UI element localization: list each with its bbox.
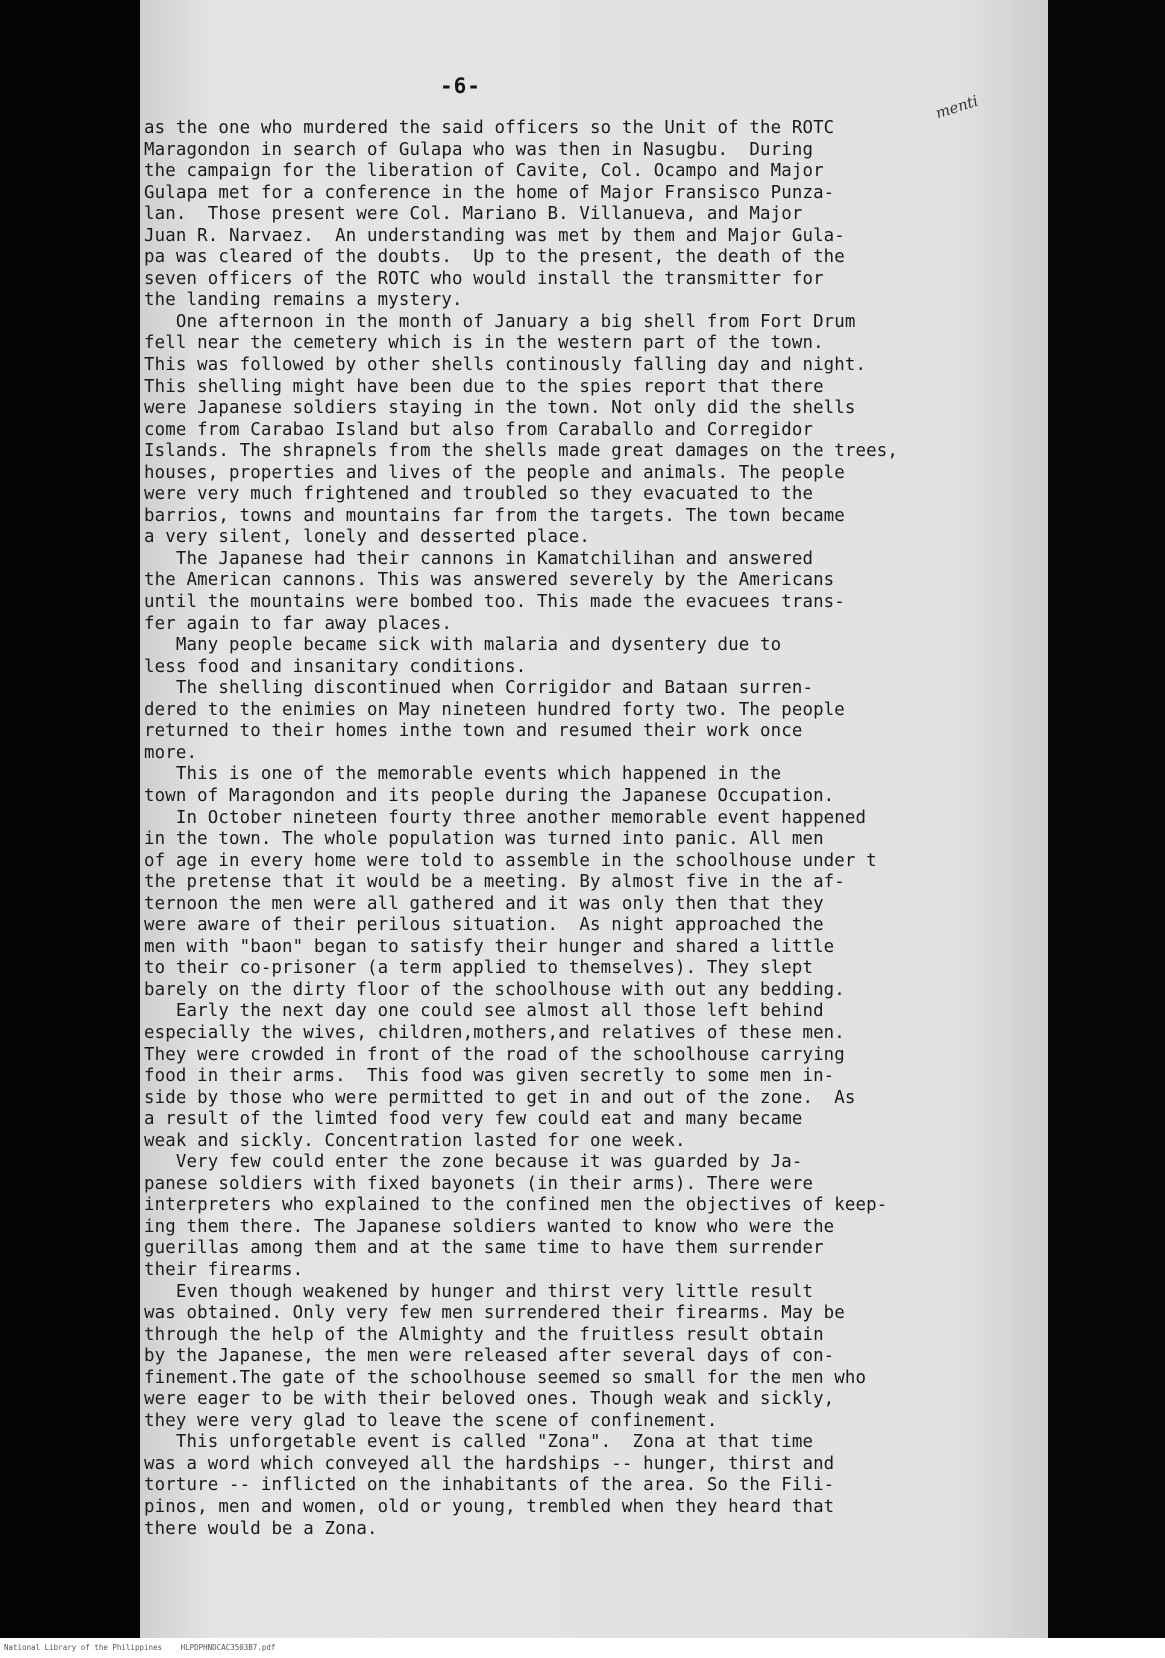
text-line: barely on the dirty floor of the schoolhouse with out any bedding.: [144, 979, 845, 1000]
text-line: They were crowded in front of the road of the schoolhouse carrying: [144, 1044, 845, 1065]
text-line: The shelling discontinued when Corrigidor and Bataan surren-: [144, 678, 814, 699]
text-line: Gulapa met for a conference in the home of Major Fransisco Punza-: [144, 182, 835, 203]
page-number: -6-: [440, 74, 481, 98]
text-line: were aware of their perilous situation. As night approached the: [144, 915, 824, 936]
text-line: fell near the cemetery which is in the western part of the town.: [144, 333, 824, 354]
text-line: side by those who were permitted to get in and out of the zone. As: [144, 1087, 856, 1108]
handwritten-margin-note: menti: [933, 91, 981, 123]
text-line: were very much frightened and troubled so they evacuated to the: [144, 484, 814, 505]
text-line: the American cannons. This was answered severely by the Americans: [144, 570, 835, 591]
text-line: lan. Those present were Col. Mariano B. Villanueva, and Major: [144, 204, 803, 225]
text-line: there would be a Zona.: [144, 1518, 378, 1539]
text-line: The Japanese had their cannons in Kamatchilihan and answered: [144, 548, 814, 569]
text-line: through the help of the Almighty and the fruitless result obtain: [144, 1324, 824, 1345]
text-line: more.: [144, 742, 198, 763]
text-line: especially the wives, children,mothers,and relatives of these men.: [144, 1022, 845, 1043]
text-line: One afternoon in the month of January a big shell from Fort Drum: [144, 311, 856, 332]
scan-border-right: [1048, 0, 1165, 1638]
text-line: returned to their homes inthe town and resumed their work once: [144, 721, 803, 742]
text-line: the pretense that it would be a meeting. By almost five in the af-: [144, 872, 845, 893]
text-line: their firearms.: [144, 1259, 304, 1280]
text-line: This shelling might have been due to the spies report that there: [144, 376, 824, 397]
text-line: This was followed by other shells continously falling day and night.: [144, 355, 867, 376]
scan-border-left: [0, 0, 140, 1638]
text-line: Maragondon in search of Gulapa who was then in Nasugbu. During: [144, 139, 814, 160]
text-line: as the one who murdered the said officers so the Unit of the ROTC: [144, 118, 835, 138]
text-line: Juan R. Narvaez. An understanding was met by them and Major Gula-: [144, 225, 845, 246]
text-line: was a word which conveyed all the hardships -- hunger, thirst and: [144, 1453, 835, 1474]
text-line: Early the next day one could see almost all those left behind: [144, 1001, 824, 1022]
text-line: houses, properties and lives of the people and animals. The people: [144, 462, 845, 483]
text-line: interpreters who explained to the confined men the objectives of keep-: [144, 1195, 888, 1216]
text-line: were Japanese soldiers staying in the town. Not only did the shells: [144, 398, 856, 419]
text-line: Very few could enter the zone because it was guarded by Ja-: [144, 1152, 803, 1173]
text-line: Islands. The shrapnels from the shells made great damages on the trees,: [144, 441, 899, 462]
text-line: panese soldiers with fixed bayonets (in their arms). There were: [144, 1173, 814, 1194]
text-line: to their co-prisoner (a term applied to themselves). They slept: [144, 958, 814, 979]
text-line: men with "baon" began to satisfy their hunger and shared a little: [144, 936, 835, 957]
text-line: the campaign for the liberation of Cavite, Col. Ocampo and Major: [144, 161, 824, 182]
text-line: ternoon the men were all gathered and it was only then that they: [144, 893, 824, 914]
text-line: they were very glad to leave the scene of confinement.: [144, 1410, 718, 1431]
text-line: until the mountains were bombed too. This made the evacuees trans-: [144, 592, 845, 613]
text-line: torture -- inflicted on the inhabitants of the area. So the Fili-: [144, 1475, 835, 1496]
footer-library: National Library of the Philippines: [4, 1643, 163, 1652]
text-line: pinos, men and women, old or young, trembled when they heard that: [144, 1497, 835, 1517]
text-line: barrios, towns and mountains far from the targets. The town became: [144, 505, 845, 526]
text-line: guerillas among them and at the same time to have them surrender: [144, 1238, 824, 1259]
text-line: was obtained. Only very few men surrendered their firearms. May be: [144, 1303, 845, 1324]
text-line: less food and insanitary conditions.: [144, 656, 527, 677]
text-line: were eager to be with their beloved ones. Though weak and sickly,: [144, 1389, 835, 1410]
text-line: finement.The gate of the schoolhouse seemed so small for the men who: [144, 1367, 867, 1388]
text-line: town of Maragondon and its people during the Japanese Occupation.: [144, 785, 835, 806]
text-line: a very silent, lonely and desserted place.: [144, 527, 591, 548]
text-line: dered to the enimies on May nineteen hundred forty two. The people: [144, 699, 845, 720]
text-line: of age in every home were told to assemble in the schoolhouse under t: [144, 850, 877, 871]
text-line: This is one of the memorable events which happened in the: [144, 764, 782, 785]
text-line: by the Japanese, the men were released after several days of con-: [144, 1346, 835, 1367]
text-line: the landing remains a mystery.: [144, 290, 463, 311]
text-line: Many people became sick with malaria and dysentery due to: [144, 635, 782, 656]
text-line: In October nineteen fourty three another memorable event happened: [144, 807, 867, 828]
text-line: food in their arms. This food was given secretly to some men in-: [144, 1066, 835, 1087]
text-line: pa was cleared of the doubts. Up to the present, the death of the: [144, 247, 845, 268]
text-line: seven officers of the ROTC who would install the transmitter for: [144, 268, 824, 289]
text-line: a result of the limted food very few could eat and many became: [144, 1109, 803, 1130]
document-page: [140, 0, 1048, 1638]
text-line: This unforgetable event is called "Zona". Zona at that time: [144, 1432, 814, 1453]
text-line: fer again to far away places.: [144, 613, 452, 634]
footer-strip: [0, 1638, 1165, 1658]
text-line: come from Carabao Island but also from Caraballo and Corregidor: [144, 419, 814, 440]
text-line: Even though weakened by hunger and thirst very little result: [144, 1281, 814, 1302]
footer-filename: HLPDPHNDCAC3503B7.pdf: [180, 1643, 276, 1652]
text-line: in the town. The whole population was turned into panic. All men: [144, 829, 824, 850]
typewritten-body: [144, 118, 1044, 1540]
text-line: weak and sickly. Concentration lasted for one week.: [144, 1130, 686, 1151]
text-line: ing them there. The Japanese soldiers wanted to know who were the: [144, 1216, 835, 1237]
